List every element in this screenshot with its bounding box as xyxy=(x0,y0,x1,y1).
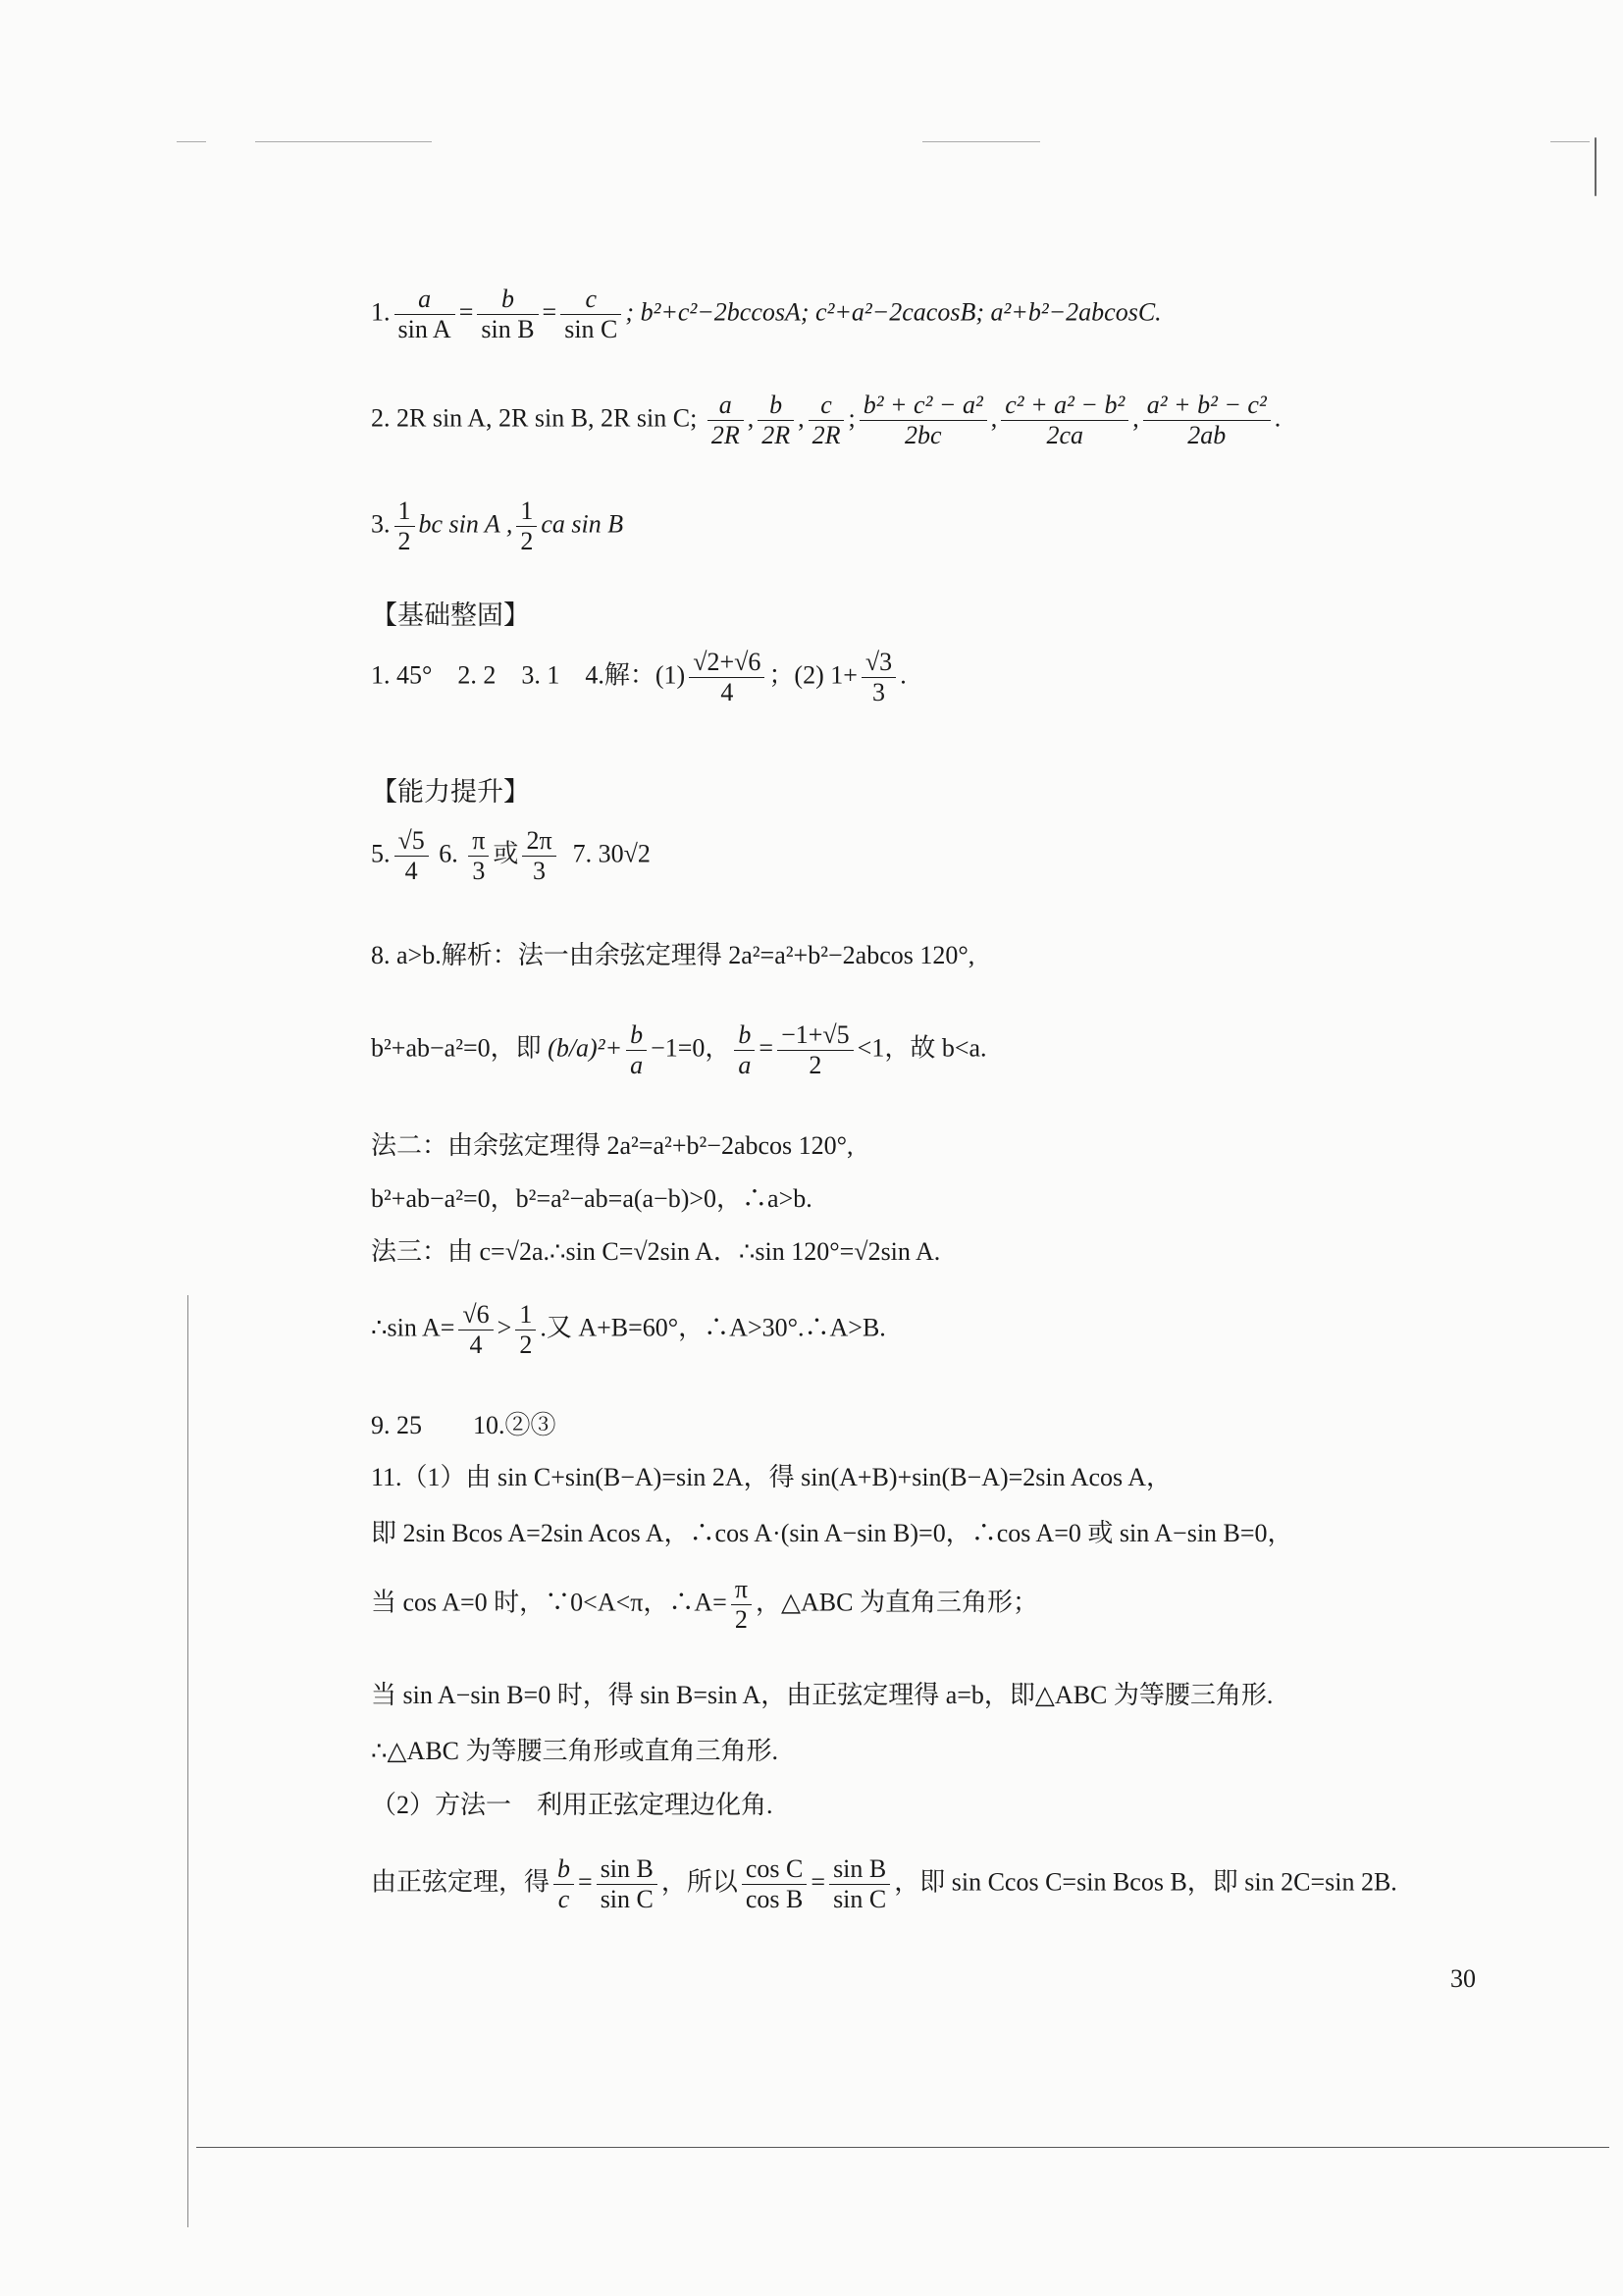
answer-line-9-10: 9. 25 10.②③ xyxy=(371,1411,556,1439)
answer-line-8-cont: b²+ab−a²=0，即 (b/a)²+ $\frac{b}{a}$ −1=0， $\frac{b}{a}$ = $\frac{-1+√5}{2}$ <1，故 b<a. xyxy=(371,1020,987,1079)
fraction: $\frac{\text{a² + b² − c²}}{2ab}$ xyxy=(1143,391,1271,450)
fraction-half: $\frac{1}{2}$ xyxy=(394,496,415,556)
method-three: 法三：由 c=√2a.∴sin C=√2sin A．∴sin 120°=√2sin A. xyxy=(371,1237,941,1266)
answer-line-11-d: 当 sin A−sin B=0 时，得 sin B=sin A，由正弦定理得 a=b，即△ABC 为等腰三角形. xyxy=(371,1681,1274,1709)
fraction-a-sinA: $\frac{a}{\text{sin A}}$ xyxy=(394,285,455,344)
fraction: $\frac{b}{c}$ xyxy=(553,1854,574,1914)
fraction-c-sinC: $\frac{c}{\text{sin C}}$ xyxy=(560,285,621,344)
fraction: $\frac{\text{b² + c² − a²}}{2bc}$ xyxy=(860,391,987,450)
scan-mark-top-2 xyxy=(255,141,432,142)
answer-line-11-b: 即 2sin Bcos A=2sin Acos A，∴cos A·(sin A−sin B)=0，∴cos A=0 或 sin A−sin B=0， xyxy=(371,1519,1293,1547)
section-heading-improve: 【能力提升】 xyxy=(371,777,530,808)
answer-line-11: 11.（1）由 sin C+sin(B−A)=sin 2A，得 sin(A+B)+sin(B−A)=2sin Acos A， xyxy=(371,1463,1172,1491)
fraction: $\frac{\pi}{3}$ xyxy=(468,826,489,886)
scan-bottom-line xyxy=(196,2147,1609,2148)
fraction-half: $\frac{1}{2}$ xyxy=(516,496,537,556)
answer-line-2: 2. 2R sin A, 2R sin B, 2R sin C; $\frac{a}{2R}$ , $\frac{b}{2R}$ , $\frac{c}{2R}$ ; $\frac{\text{b² + c² − a²}}{2bc}$ , $\frac{\text{c² + a² − b²}}{2ca}$ , $\frac{\text{a² + b² − c²}}{2ab}$ . xyxy=(371,391,1282,449)
fraction: $\frac{√5}{4}$ xyxy=(394,826,429,886)
fraction: $\frac{c}{2R}$ xyxy=(809,391,845,450)
fraction: $\frac{b}{a}$ xyxy=(734,1020,755,1080)
line2-head: 2. 2R sin A, 2R sin B, 2R sin C; xyxy=(371,403,698,433)
item-number: 1. xyxy=(371,297,391,327)
answer-line-11-f: 由正弦定理，得 $\frac{b}{c}$ = $\frac{\text{sin B}}{\text{sin C}}$ ，所以 $\frac{\text{cos C}}{\text{cos B}}$ = $\frac{\text{sin B}}{\text{sin C}}$ ，即 sin Ccos C=sin Bcos B，即 sin 2C=sin 2B. xyxy=(371,1854,1397,1913)
answer-line-1: 1. $\frac{a}{\text{sin A}}$ = $\frac{b}{\text{sin B}}$ = $\frac{c}{\text{sin C}}$ ; b²+c²−2bccosA; c²+a²−2cacosB; a²+b²−2abcosC. xyxy=(371,285,1162,343)
answer-line-4: 1. 45° 2. 2 3. 1 4.解：(1) $\frac{√2+√6}{4}$ ；(2) 1+ $\frac{√3}{3}$ . xyxy=(371,648,907,706)
fraction: $\frac{\text{c² + a² − b²}}{2ca}$ xyxy=(1001,391,1128,450)
method-three-cont: ∴sin A= $\frac{√6}{4}$ > $\frac{1}{2}$ .又 A+B=60°，∴A>30°.∴A>B. xyxy=(371,1300,886,1359)
answer-line-11-c: 当 cos A=0 时，∵0<A<π，∴A= $\frac{\pi}{2}$ ，△ABC 为直角三角形； xyxy=(371,1575,1038,1634)
answer-line-11-part2: （2）方法一 利用正弦定理边化角. xyxy=(371,1791,773,1819)
fraction: $\frac{1}{2}$ xyxy=(515,1300,536,1360)
scan-mark-top-3 xyxy=(922,141,1040,142)
fraction: $\frac{√6}{4}$ xyxy=(458,1300,493,1360)
answer-line-8: 8. a>b.解析：法一由余弦定理得 2a²=a²+b²−2abcos 120°, xyxy=(371,941,975,969)
fraction: $\frac{b}{a}$ xyxy=(626,1020,647,1080)
fraction: $\frac{\text{sin B}}{\text{sin C}}$ xyxy=(829,1854,890,1914)
fraction: $\frac{-1+√5}{2}$ xyxy=(777,1020,854,1080)
scan-mark-right xyxy=(1595,137,1597,196)
scan-mark-top-4 xyxy=(1550,141,1590,142)
scan-margin-line xyxy=(187,1295,188,2227)
section-heading-basics: 【基础整固】 xyxy=(371,600,530,631)
page-number: 30 xyxy=(1450,1964,1476,1993)
answer-line-5: 5. $\frac{√5}{4}$ 6. $\frac{\pi}{3}$ 或 $\frac{2\pi}{3}$ 7. 30√2 xyxy=(371,826,651,885)
fraction: $\frac{√3}{3}$ xyxy=(862,648,896,707)
cosine-law-text: ; b²+c²−2bccosA; c²+a²−2cacosB; a²+b²−2abcosC. xyxy=(625,297,1162,327)
answer-line-3: 3. $\frac{1}{2}$ bc sin A , $\frac{1}{2}$ ca sin B xyxy=(371,496,624,555)
fraction: $\frac{2\pi}{3}$ xyxy=(522,826,555,886)
fraction: $\frac{\text{sin B}}{\text{sin C}}$ xyxy=(597,1854,657,1914)
fraction: $\frac{\text{cos C}}{\text{cos B}}$ xyxy=(742,1854,808,1914)
method-two-cont: b²+ab−a²=0，b²=a²−ab=a(a−b)>0，∴a>b. xyxy=(371,1184,812,1213)
fraction-b-sinB: $\frac{b}{\text{sin B}}$ xyxy=(477,285,538,344)
fraction: $\frac{b}{2R}$ xyxy=(758,391,794,450)
fraction: $\frac{a}{2R}$ xyxy=(707,391,744,450)
fraction: $\frac{√2+√6}{4}$ xyxy=(689,648,764,707)
answer-line-11-e: ∴△ABC 为等腰三角形或直角三角形. xyxy=(371,1737,778,1765)
method-two: 法二：由余弦定理得 2a²=a²+b²−2abcos 120°, xyxy=(371,1131,854,1160)
fraction: $\frac{\pi}{2}$ xyxy=(731,1575,752,1635)
scan-mark-top-1 xyxy=(177,141,206,142)
